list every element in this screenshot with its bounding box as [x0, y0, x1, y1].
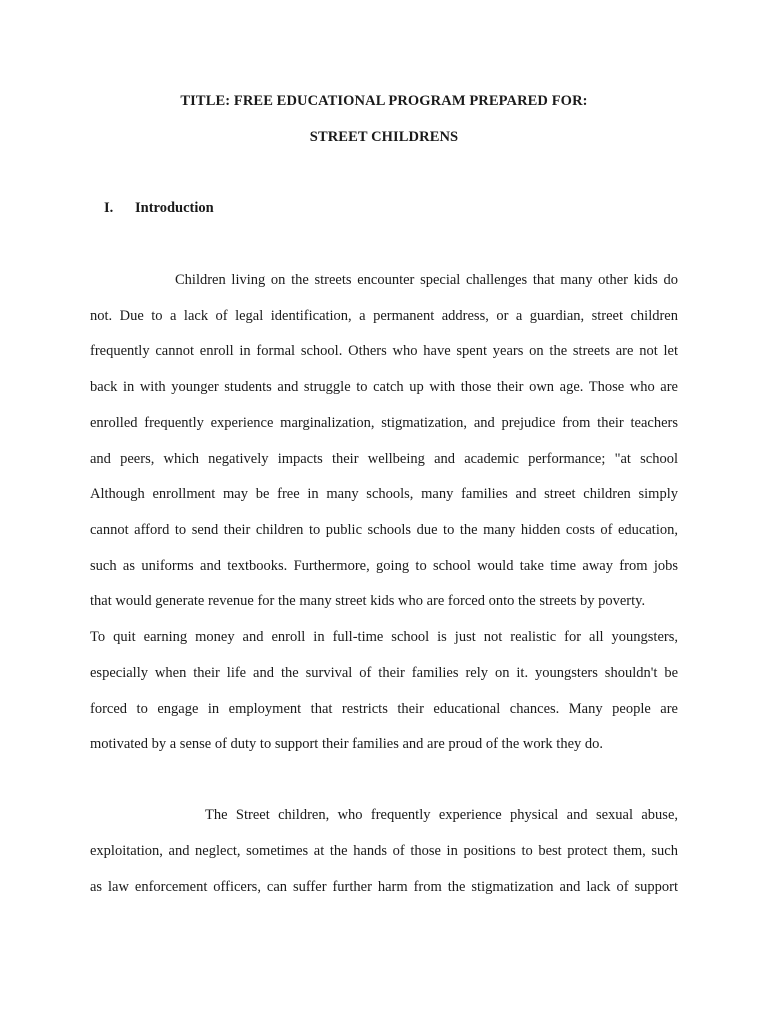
paragraph-2-line: as law enforcement officers, can suffer further harm from the stigmatization and lack of support — [90, 879, 678, 895]
paragraph-2-line: The Street children, who frequently experience physical and sexual abuse, — [205, 807, 678, 823]
paragraph-1-line: not. Due to a lack of legal identification, a permanent address, or a guardian, street children — [90, 308, 678, 324]
paragraph-1-line: To quit earning money and enroll in full-time school is just not realistic for all youngsters, — [90, 629, 678, 645]
paragraph-1-line: Although enrollment may be free in many schools, many families and street children simply — [90, 486, 678, 502]
paragraph-1-line: and peers, which negatively impacts their wellbeing and academic performance; "at school — [90, 451, 678, 467]
paragraph-1-line: motivated by a sense of duty to support their families and are proud of the work they do. — [90, 736, 604, 752]
paragraph-1-line: cannot afford to send their children to public schools due to the many hidden costs of education, — [90, 522, 678, 538]
paragraph-1-line: forced to engage in employment that restricts their educational chances. Many people are — [90, 701, 678, 717]
paragraph-1-line: that would generate revenue for the many street kids who are forced onto the streets by poverty. — [90, 593, 646, 609]
paragraph-1-line: especially when their life and the survival of their families rely on it. youngsters shouldn't be — [90, 665, 678, 681]
paragraph-1-line: such as uniforms and textbooks. Furthermore, going to school would take time away from jobs — [90, 558, 678, 574]
paragraph-1-line: enrolled frequently experience marginalization, stigmatization, and prejudice from their teachers — [90, 415, 678, 431]
document-title: TITLE: FREE EDUCATIONAL PROGRAM PREPARED FOR: — [180, 93, 588, 109]
section-title: Introduction — [135, 200, 214, 216]
paragraph-1-line: Children living on the streets encounter special challenges that many other kids do — [175, 272, 678, 288]
document-subtitle: STREET CHILDRENS — [309, 129, 459, 145]
paragraph-1-line: frequently cannot enroll in formal school. Others who have spent years on the streets are not let — [90, 343, 678, 359]
paragraph-1-line: back in with younger students and struggle to catch up with those their own age. Those who are — [90, 379, 678, 395]
section-number: I. — [104, 200, 114, 216]
paragraph-2-line: exploitation, and neglect, sometimes at the hands of those in positions to best protect them, such — [90, 843, 678, 859]
section-heading — [104, 200, 214, 217]
